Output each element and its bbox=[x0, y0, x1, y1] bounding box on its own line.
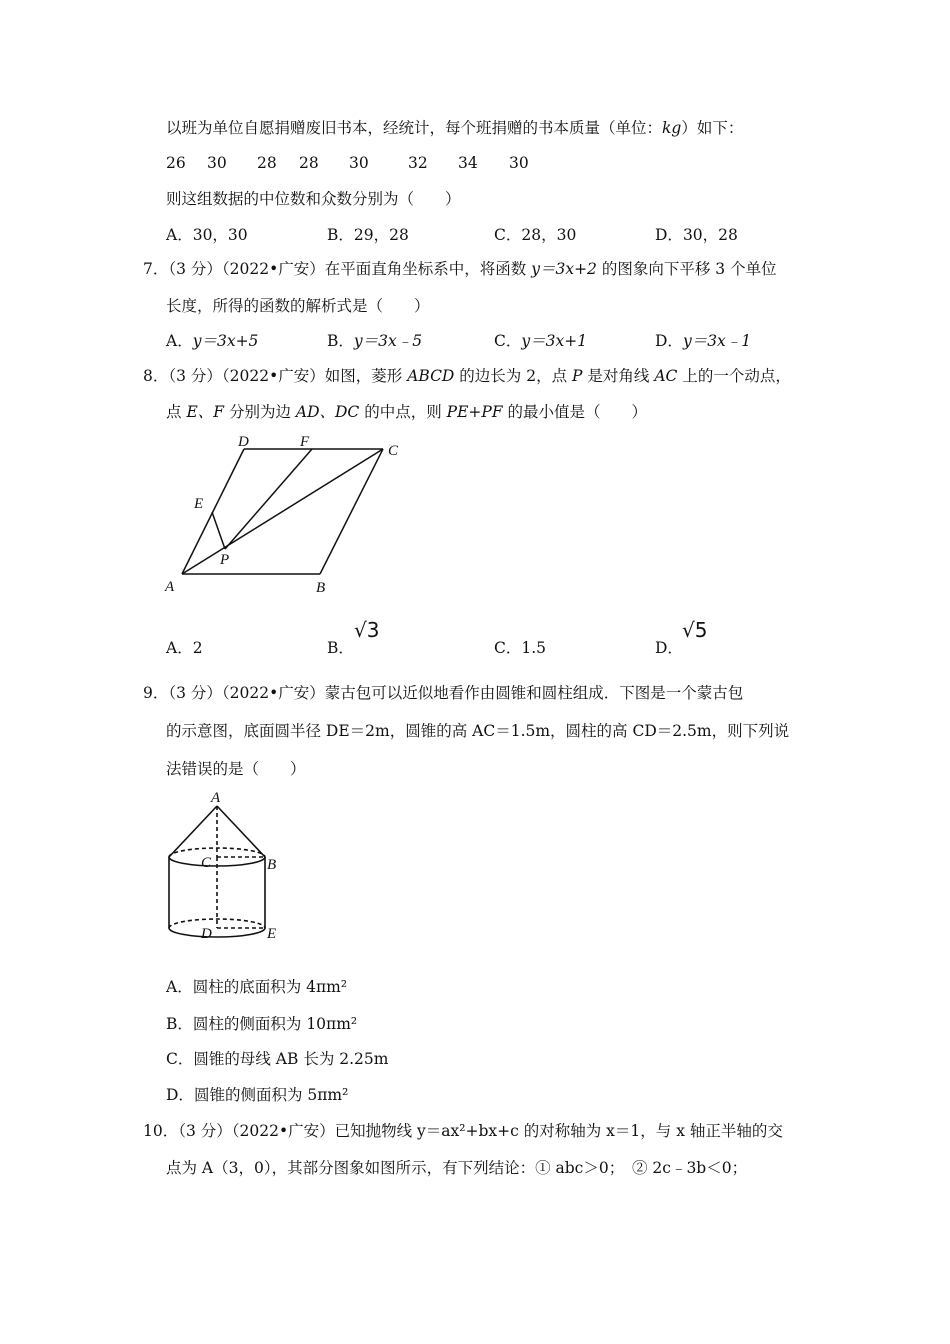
q7-option-b[interactable]: B．y＝3x﹣5 bbox=[327, 332, 423, 350]
label-e: E bbox=[194, 496, 204, 512]
q6-data-value: 28 bbox=[257, 154, 277, 172]
q8-rhombus-figure bbox=[160, 430, 420, 600]
q6-data-value: 32 bbox=[408, 154, 428, 172]
q6-question: 则这组数据的中位数和众数分别为（ ） bbox=[166, 190, 461, 208]
q6-option-c[interactable]: C．28，30 bbox=[494, 226, 577, 244]
q6-option-a[interactable]: A．30，30 bbox=[166, 226, 248, 244]
cone-left-edge bbox=[169, 806, 217, 857]
q8-option-d[interactable]: D． bbox=[655, 639, 683, 657]
segment-fp bbox=[225, 449, 312, 549]
q8-line-1: 8．（3 分）（2022•广安）如图，菱形 ABCD 的边长为 2，点 P 是对角线 AC 上的一个动点， bbox=[143, 367, 791, 385]
q9-option-b[interactable]: B．圆柱的侧面积为 10πm² bbox=[166, 1015, 358, 1033]
label-p: P bbox=[220, 552, 230, 568]
q6-option-b[interactable]: B．29，28 bbox=[327, 226, 409, 244]
q6-data-value: 28 bbox=[299, 154, 319, 172]
q8-option-b-sqrt: √3 bbox=[354, 618, 380, 642]
label-e: E bbox=[267, 926, 277, 942]
diagonal-ac bbox=[182, 449, 383, 574]
q9-option-d[interactable]: D．圆锥的侧面积为 5πm² bbox=[166, 1086, 349, 1104]
q6-option-d[interactable]: D．30，28 bbox=[655, 226, 738, 244]
q10-meta: （3 分）（2022•广安） bbox=[178, 1122, 335, 1140]
q6-unit: kg bbox=[662, 119, 682, 137]
label-d: D bbox=[201, 926, 212, 942]
label-a: A bbox=[165, 579, 175, 595]
q8-number: 8． bbox=[143, 367, 169, 385]
q10-line-1: 10．（3 分）（2022•广安）已知抛物线 y＝ax²+bx+c 的对称轴为 x＝1，与 x 轴正半轴的交 bbox=[143, 1122, 783, 1140]
label-c: C bbox=[201, 855, 212, 871]
q6-text-b: ）如下： bbox=[681, 119, 744, 137]
q7-line-1: 7．（3 分）（2022•广安）在平面直角坐标系中，将函数 y＝3x+2 的图象向下平移 3 个单位 bbox=[143, 260, 777, 278]
q6-data-value: 30 bbox=[207, 154, 227, 172]
segment-ep bbox=[212, 512, 225, 549]
q6-data-value: 30 bbox=[349, 154, 369, 172]
q6-intro-line bbox=[166, 118, 743, 138]
q7-line-2: 长度，所得的函数的解析式是（ ） bbox=[166, 297, 430, 315]
q7-option-c[interactable]: C．y＝3x+1 bbox=[494, 332, 588, 350]
q6-data-value: 30 bbox=[509, 154, 529, 172]
q9-number: 9． bbox=[143, 684, 169, 702]
q9-meta: （3 分）（2022•广安） bbox=[168, 684, 325, 702]
q9-option-c[interactable]: C．圆锥的母线 AB 长为 2.25m bbox=[166, 1050, 389, 1068]
q9-line-2: 的示意图，底面圆半径 DE＝2m，圆锥的高 AC＝1.5m，圆柱的高 CD＝2.5m，则下列说 bbox=[166, 722, 790, 740]
q8-option-c[interactable]: C．1.5 bbox=[494, 639, 547, 657]
label-d: D bbox=[238, 434, 249, 450]
q8-option-d-sqrt: √5 bbox=[682, 618, 708, 642]
q6-text-a: 以班为单位自愿捐赠废旧书本，经统计，每个班捐赠的书本质量（单位： bbox=[166, 119, 663, 137]
q7-function: y＝3x+2 bbox=[531, 260, 597, 278]
q10-line-2: 点为 A（3，0），其部分图象如图所示，有下列结论：① abc＞0； ② 2c﹣3b＜0； bbox=[166, 1159, 748, 1177]
q7-meta: （3 分）（2022•广安） bbox=[168, 260, 325, 278]
q7-number: 7． bbox=[143, 260, 169, 278]
q6-data-value: 34 bbox=[458, 154, 478, 172]
label-a: A bbox=[211, 790, 221, 806]
q9-line-3: 法错误的是（ ） bbox=[166, 760, 306, 778]
q9-option-a[interactable]: A．圆柱的底面积为 4πm² bbox=[166, 978, 348, 996]
label-b: B bbox=[316, 580, 326, 596]
q8-line-2: 点 E、F 分别为边 AD、DC 的中点，则 PE+PF 的最小值是（ ） bbox=[166, 403, 648, 421]
q9-line-1: 9．（3 分）（2022•广安）蒙古包可以近似地看作由圆锥和圆柱组成．下图是一个蒙古包 bbox=[143, 684, 744, 702]
q6-data-value: 26 bbox=[166, 154, 186, 172]
q10-number: 10． bbox=[143, 1122, 179, 1140]
label-f: F bbox=[300, 434, 310, 450]
q7-option-d[interactable]: D．y＝3x﹣1 bbox=[655, 332, 752, 350]
q8-meta: （3 分）（2022•广安） bbox=[168, 367, 325, 385]
label-b: B bbox=[267, 857, 277, 873]
q8-option-a[interactable]: A．2 bbox=[166, 639, 203, 657]
q9-yurt-figure bbox=[160, 788, 300, 948]
bottom-ellipse-front bbox=[169, 928, 265, 937]
q7-option-a[interactable]: A．y＝3x+5 bbox=[166, 332, 259, 350]
q8-option-b[interactable]: B． bbox=[327, 639, 354, 657]
label-c: C bbox=[388, 443, 399, 459]
